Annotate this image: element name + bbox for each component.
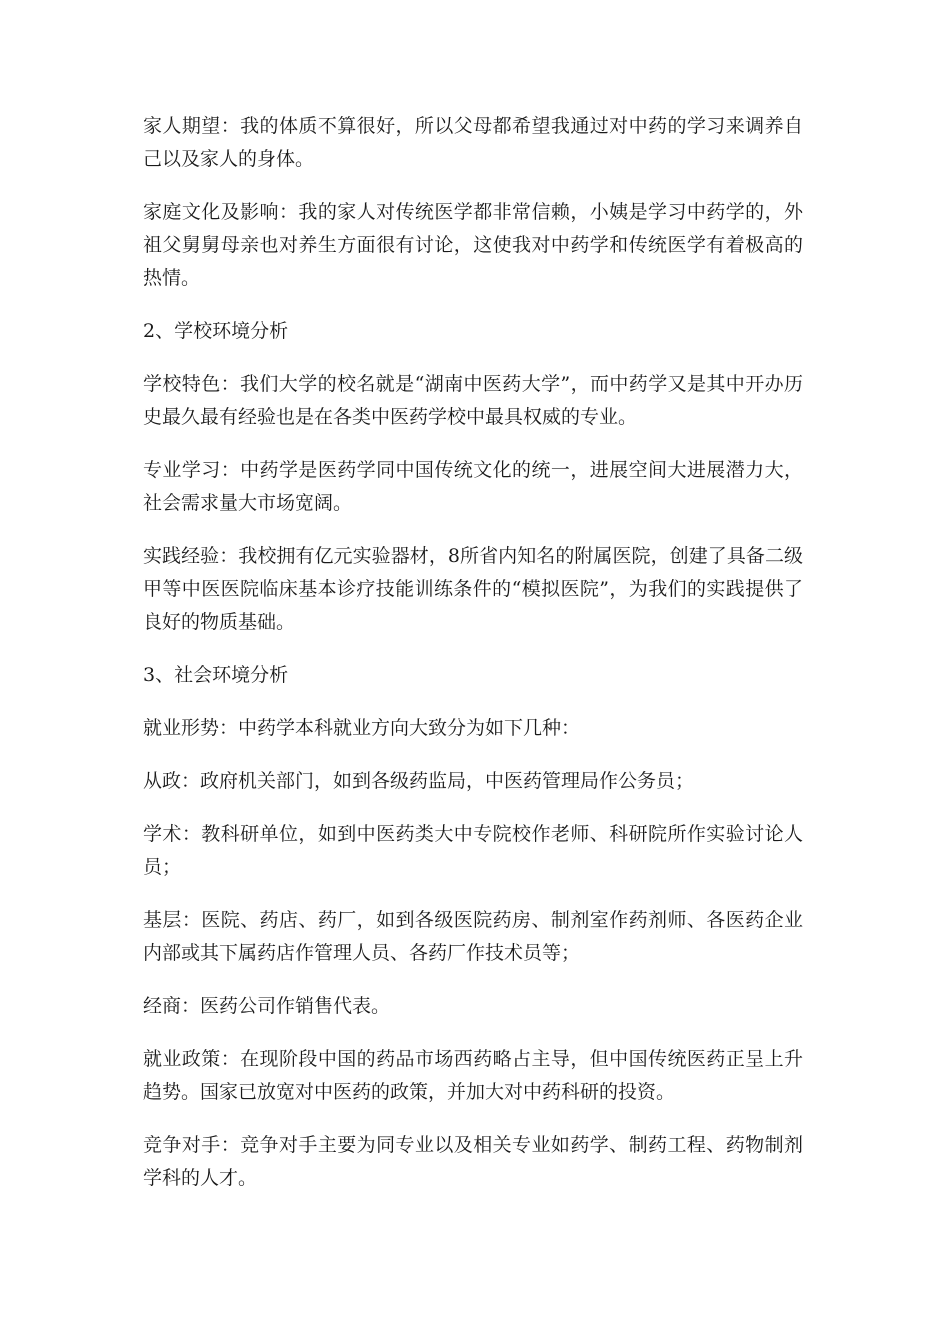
section-heading-school: 2、学校环境分析	[143, 320, 289, 342]
paragraph-business: 经商：医药公司作销售代表。	[143, 995, 391, 1017]
section-heading-society: 3、社会环境分析	[143, 664, 289, 686]
paragraph-major-study: 专业学习：中药学是医药学同中国传统文化的统一，进展空间大进展潜力大，社会需求量大市场宽阔。	[143, 459, 803, 514]
paragraph-family-culture: 家庭文化及影响：我的家人对传统医学都非常信赖，小姨是学习中药学的，外祖父舅舅母亲也对养生方面很有讨论，这使我对中药学和传统医学有着极高的热情。	[143, 201, 803, 289]
paragraph-employment-policy: 就业政策：在现阶段中国的药品市场西药略占主导，但中国传统医药正呈上升趋势。国家已放宽对中医药的政策，并加大对中药科研的投资。	[143, 1048, 803, 1103]
paragraph-family-expectation: 家人期望：我的体质不算很好，所以父母都希望我通过对中药的学习来调养自己以及家人的身体。	[143, 115, 803, 170]
paragraph-competitors: 竞争对手：竞争对手主要为同专业以及相关专业如药学、制药工程、药物制剂学科的人才。	[143, 1134, 803, 1189]
paragraph-academic: 学术：教科研单位，如到中医药类大中专院校作老师、科研院所作实验讨论人员；	[143, 823, 803, 878]
paragraph-employment-situation: 就业形势：中药学本科就业方向大致分为如下几种：	[143, 717, 581, 739]
paragraph-school-features: 学校特色：我们大学的校名就是“湖南中医药大学”，而中药学又是其中开办历史最久最有经验也是在各类中医药学校中最具权威的专业。	[143, 373, 803, 428]
paragraph-practice-experience: 实践经验：我校拥有亿元实验器材，8所省内知名的附属医院，创建了具备二级甲等中医医院临床基本诊疗技能训练条件的“模拟医院”，为我们的实践提供了良好的物质基础。	[143, 545, 803, 633]
paragraph-government: 从政：政府机关部门，如到各级药监局，中医药管理局作公务员；	[143, 770, 695, 792]
document-body	[143, 110, 803, 1215]
paragraph-grassroots: 基层：医院、药店、药厂，如到各级医院药房、制剂室作药剂师、各医药企业内部或其下属药店作管理人员、各药厂作技术员等；	[143, 909, 803, 964]
